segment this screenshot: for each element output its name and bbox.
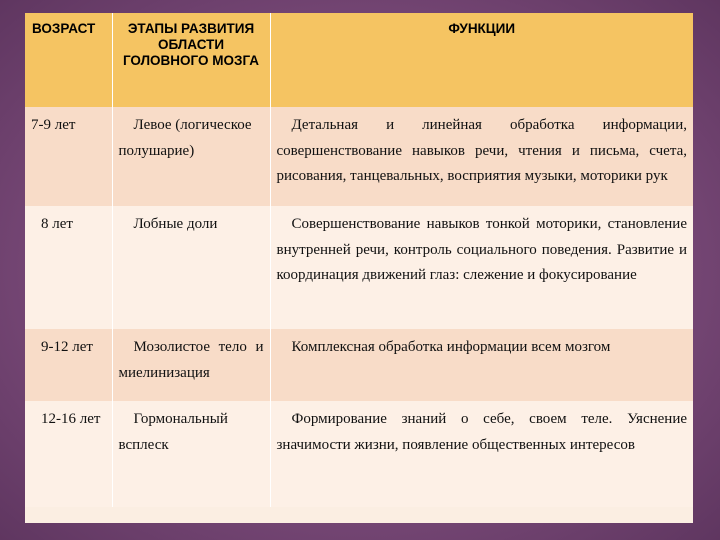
- cell-stage: Гормональный всплеск: [112, 401, 270, 507]
- cell-stage: Левое (логическое полушарие): [112, 107, 270, 206]
- table-header-row: [25, 13, 693, 107]
- cell-age: 9-12 лет: [25, 329, 112, 401]
- cell-stage: Мозолистое тело и миелинизация: [112, 329, 270, 401]
- cell-age: 8 лет: [25, 206, 112, 329]
- cell-functions: Формирование знаний о себе, своем теле. Уяснение значимости жизни, появление общественных интересов: [270, 401, 693, 507]
- table-row: [25, 206, 693, 329]
- table-row: [25, 401, 693, 507]
- cell-functions: Детальная и линейная обработка информации, совершенствование навыков речи, чтения и письма, счета, рисования, танцевальных, восприятия музыки, моторики рук: [270, 107, 693, 206]
- cell-functions: Совершенствование навыков тонкой моторики, становление внутренней речи, контроль социального поведения. Развитие и координация движений глаз: слежение и фокусирование: [270, 206, 693, 329]
- cell-stage: Лобные доли: [112, 206, 270, 329]
- cell-functions: Комплексная обработка информации всем мозгом: [270, 329, 693, 401]
- table-row: [25, 329, 693, 401]
- slide: [25, 13, 693, 523]
- header-stage: ЭТАПЫ РАЗВИТИЯ ОБЛАСТИ ГОЛОВНОГО МОЗГА: [112, 13, 270, 107]
- header-functions: ФУНКЦИИ: [270, 13, 693, 107]
- cell-age: 12-16 лет: [25, 401, 112, 507]
- header-age: ВОЗРАСТ: [25, 13, 112, 107]
- cell-age: 7-9 лет: [25, 107, 112, 206]
- brain-development-table: [25, 13, 693, 507]
- table-row: [25, 107, 693, 206]
